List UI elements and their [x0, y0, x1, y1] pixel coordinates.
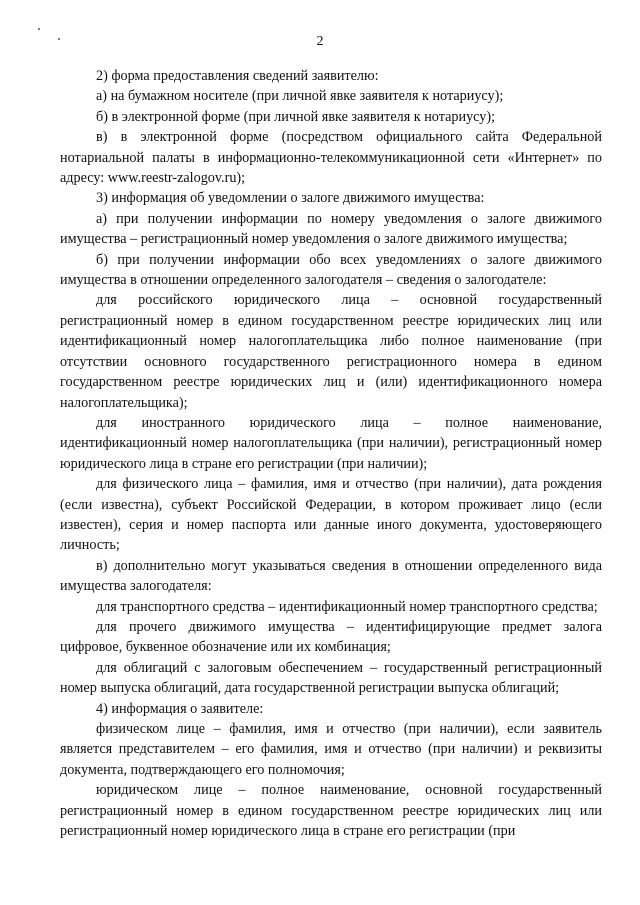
paragraph: для прочего движимого имущества – идентифицирующие предмет залога цифровое, буквенное обозначение или их комбинация; — [60, 618, 602, 656]
paragraph: в) в электронной форме (посредством официального сайта Федеральной нотариальной палаты в информационно-телекоммуникационной сети «Интернет» по адресу: www.reestr-zalogov.ru); — [60, 129, 602, 187]
paragraph: юридическом лице – полное наименование, основной государственный регистрационный номер в едином государственном реестре юридических лиц или регистрационный номер юридического лица в стране его регистрации (при — [60, 782, 602, 840]
paragraph: в) дополнительно могут указываться сведения в отношении определенного вида имущества залогодателя: — [60, 557, 602, 595]
paragraph: 3) информация об уведомлении о залоге движимого имущества: — [96, 190, 485, 207]
paragraph: для иностранного юридического лица – полное наименование, идентификационный номер налогоплательщика (при наличии), регистрационный номер юридического лица в стране его регистрации (при наличии); — [60, 414, 602, 472]
paragraph: б) при получении информации обо всех уведомлениях о залоге движимого имущества в отношении определенного залогодателя – сведения о залогодателе: — [60, 251, 602, 289]
page-number: 2 — [316, 34, 324, 49]
paragraph: для российского юридического лица – основной государственный регистрационный номер в едином государственном реестре юридических лиц или идентификационный номер налогоплательщика либо полное наименование (при отсутствии основного государственного регистрационного номера в едином государственном реестре юридических лиц и (или) идентификационного номера налогоплательщика); — [60, 292, 602, 411]
paragraph: а) при получении информации по номеру уведомления о залоге движимого имущества – регистрационный номер уведомления о залоге движимого имущества; — [60, 210, 602, 248]
scan-speck — [38, 28, 40, 30]
paragraph: для облигаций с залоговым обеспечением – государственный регистрационный номер выпуска облигаций, дата государственной регистрации выпуска облигаций; — [60, 659, 602, 697]
paragraph: 4) информация о заявителе: — [96, 700, 264, 717]
paragraph: для физического лица – фамилия, имя и отчество (при наличии), дата рождения (если известна), субъект Российской Федерации, в котором проживает лицо (если известен), серия и номер паспорта или данные иного документа, удостоверяющего личность; — [60, 476, 602, 554]
paragraph: для транспортного средства – идентификационный номер транспортного средства; — [96, 598, 598, 615]
paragraph: физическом лице – фамилия, имя и отчество (при наличии), если заявитель является представителем – его фамилия, имя и отчество (при наличии) и реквизиты документа, подтверждающего его полномочия; — [60, 721, 602, 778]
paragraph: а) на бумажном носителе (при личной явке заявителя к нотариусу); — [96, 88, 504, 105]
paragraph: б) в электронной форме (при личной явке заявителя к нотариусу); — [96, 108, 496, 125]
paragraph: 2) форма предоставления сведений заявителю: — [96, 68, 379, 84]
document-body — [60, 66, 602, 841]
